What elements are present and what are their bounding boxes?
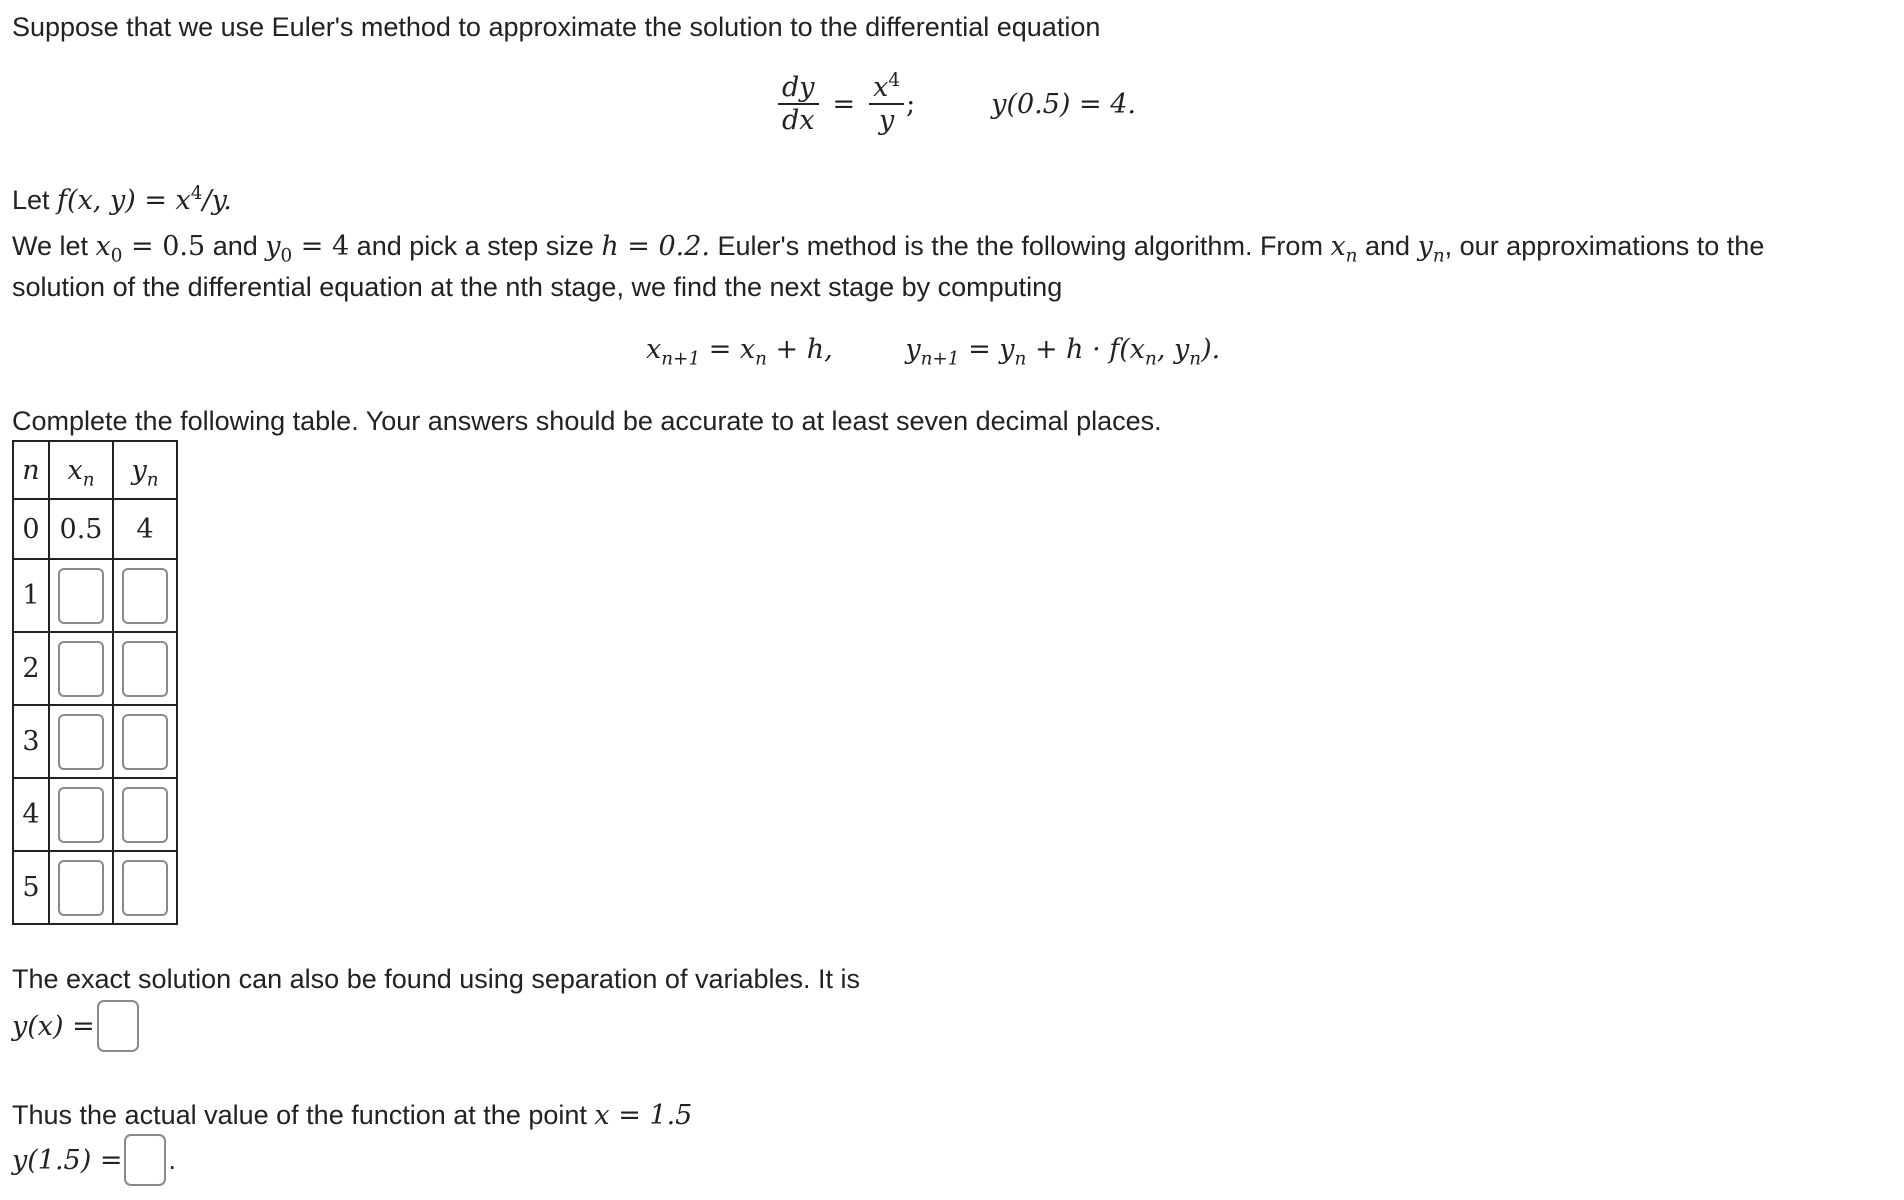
row1-n: 1 — [13, 559, 49, 632]
intro-text: Suppose that we use Euler's method to approximate the solution to the differential equation — [12, 12, 1101, 42]
header-xn: $x_n$ — [49, 441, 113, 499]
x1-input[interactable] — [58, 568, 104, 624]
row2-n: 2 — [13, 632, 49, 705]
actual-value-period: . — [168, 1144, 176, 1175]
row4-x-cell — [49, 778, 113, 851]
row3-x-cell — [49, 705, 113, 778]
y-update: $y_{n+1} = y_n + h \cdot f(x_n$, $y_n$). — [905, 334, 1221, 370]
table-prompt: Complete the following table. Your answers should be accurate to at least seven decimal places. — [12, 406, 1162, 436]
row5-n: 5 — [13, 851, 49, 924]
euler-formula — [646, 334, 1221, 370]
row4-n: 4 — [13, 778, 49, 851]
y2-input[interactable] — [122, 641, 168, 697]
y1-input[interactable] — [122, 568, 168, 624]
ode-equation — [778, 72, 1136, 136]
header-yn: $y_n$ — [113, 441, 177, 499]
ode-lhs-numerator: dy — [778, 72, 819, 105]
ode-equals: = — [832, 88, 856, 120]
row0-x: 0.5 — [49, 499, 113, 559]
row0-n: 0 — [13, 499, 49, 559]
row5-y-cell — [113, 851, 177, 924]
exact-solution-label: y(x) = — [12, 1010, 95, 1042]
table-row — [13, 499, 177, 559]
table-row — [13, 559, 177, 632]
row5-x-cell — [49, 851, 113, 924]
table-row — [13, 851, 177, 924]
row1-x-cell — [49, 559, 113, 632]
y5-input[interactable] — [122, 860, 168, 916]
exact-solution-line — [12, 1000, 139, 1052]
row0-y: 4 — [113, 499, 177, 559]
let-line: Let f(x, $y) = x^4/y$. — [12, 183, 232, 216]
x-update: $x_{n+1} = x_n + h$, — [646, 334, 833, 370]
actual-value-text: Thus the actual value of the function at the point x = 1.5 — [12, 1100, 693, 1131]
x5-input[interactable] — [58, 860, 104, 916]
row2-y-cell — [113, 632, 177, 705]
actual-value-input[interactable] — [124, 1134, 166, 1186]
row3-y-cell — [113, 705, 177, 778]
actual-value-line — [12, 1134, 176, 1186]
euler-table-wrap — [12, 440, 178, 925]
table-row — [13, 778, 177, 851]
row3-n: 3 — [13, 705, 49, 778]
row4-y-cell — [113, 778, 177, 851]
step-paragraph — [12, 226, 1764, 308]
ode-rhs-denominator: y — [879, 105, 895, 137]
euler-table — [12, 440, 178, 925]
x4-input[interactable] — [58, 787, 104, 843]
exact-solution-text: The exact solution can also be found using separation of variables. It is — [12, 964, 861, 994]
row1-y-cell — [113, 559, 177, 632]
ode-lhs-fraction — [778, 72, 819, 136]
table-row — [13, 632, 177, 705]
header-n: n — [13, 441, 49, 499]
y3-input[interactable] — [122, 714, 168, 770]
ode-lhs-denominator: dx — [782, 105, 815, 137]
step-paragraph-line1: We let $x_0 = 0.5$ and $y_0 = 4$ and pick a step size h = 0.2. Euler's method is the the following algorithm. From $x_n$ and $y_n$, our approximations to the — [12, 231, 1765, 267]
x3-input[interactable] — [58, 714, 104, 770]
actual-value-label: y(1.5) = — [12, 1144, 123, 1176]
x2-input[interactable] — [58, 641, 104, 697]
y4-input[interactable] — [122, 787, 168, 843]
ode-separator: ; — [906, 88, 916, 120]
ode-rhs-numerator: $x^4$ — [869, 72, 904, 105]
ode-rhs-fraction — [869, 72, 904, 136]
step-paragraph-line2: solution of the differential equation at the nth stage, we find the next stage by computing — [12, 272, 1063, 302]
table-row — [13, 705, 177, 778]
exact-solution-input[interactable] — [97, 1000, 139, 1052]
ode-initial-condition: y(0.5) = 4. — [991, 88, 1137, 120]
row2-x-cell — [49, 632, 113, 705]
table-header-row — [13, 441, 177, 499]
